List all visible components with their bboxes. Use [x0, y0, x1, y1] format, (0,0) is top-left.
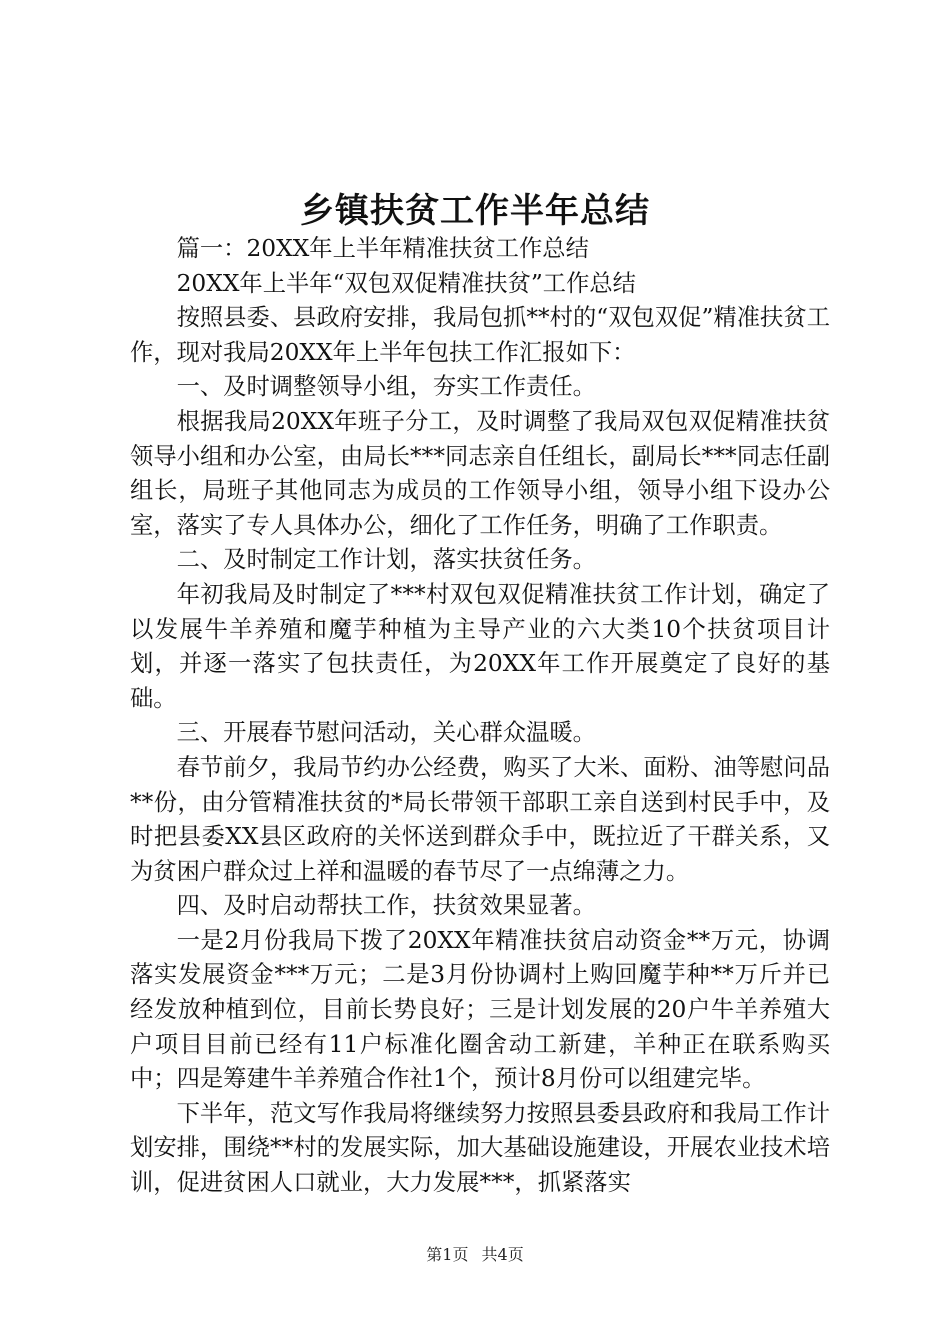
paragraph: 20XX年上半年“双包双促精准扶贫”工作总结: [176, 269, 636, 297]
paragraph: 下半年，范文写作我局将继续努力按照县委县政府和我局工作计划安排，围绕**村的发展实际，加大基础设施建设，开展农业技术培训，促进贫困人口就业，大力发展***，抓紧落实: [130, 1099, 830, 1197]
page-footer: [0, 1242, 950, 1265]
paragraph: 四、及时启动帮扶工作，扶贫效果显著。: [176, 892, 596, 920]
document-title: 乡镇扶贫工作半年总结: [300, 191, 650, 231]
paragraph: 年初我局及时制定了***村双包双促精准扶贫工作计划，确定了以发展牛羊养殖和魔芋种植为主导产业的六大类10个扶贫项目计划，并逐一落实了包扶责任，为20XX年工作开展奠定了良好的基础。: [130, 580, 830, 712]
paragraph: 三、开展春节慰问活动，关心群众温暖。: [176, 719, 596, 747]
paragraph: 春节前夕，我局节约办公经费，购买了大米、面粉、油等慰问品**份，由分管精准扶贫的*局长带领干部职工亲自送到村民手中，及时把县委XX县区政府的关怀送到群众手中，既拉近了干群关系，又为贫困户群众过上祥和温暖的春节尽了一点绵薄之力。: [130, 753, 830, 885]
paragraph: 根据我局20XX年班子分工，及时调整了我局双包双促精准扶贫领导小组和办公室，由局长***同志亲自任组长，副局长***同志任副组长，局班子其他同志为成员的工作领导小组，领导小组下设办公室，落实了专人具体办公，细化了工作任务，明确了工作职责。: [130, 407, 830, 539]
paragraph: 二、及时制定工作计划，落实扶贫任务。: [176, 546, 596, 574]
page-number-total: 共4页: [481, 1245, 524, 1264]
paragraph: 一是2月份我局下拨了20XX年精准扶贫启动资金**万元，协调落实发展资金***万元；二是3月份协调村上购回魔芋种**万斤并已经发放种植到位，目前长势良好；三是计划发展的20户牛羊养殖大户项目目前已经有11户标准化圈舍动工新建，羊种正在联系购买中；四是筹建牛羊养殖合作社1个，预计8月份可以组建完毕。: [130, 926, 830, 1093]
paragraph: 按照县委、县政府安排，我局包抓**村的“双包双促”精准扶贫工作，现对我局20XX年上半年包扶工作汇报如下：: [130, 304, 830, 366]
document-body: [130, 232, 830, 1201]
paragraph: 一、及时调整领导小组，夯实工作责任。: [176, 373, 596, 401]
paragraph: 篇一：20XX年上半年精准扶贫工作总结: [176, 235, 589, 262]
page-number-current: 第1页: [426, 1245, 469, 1264]
